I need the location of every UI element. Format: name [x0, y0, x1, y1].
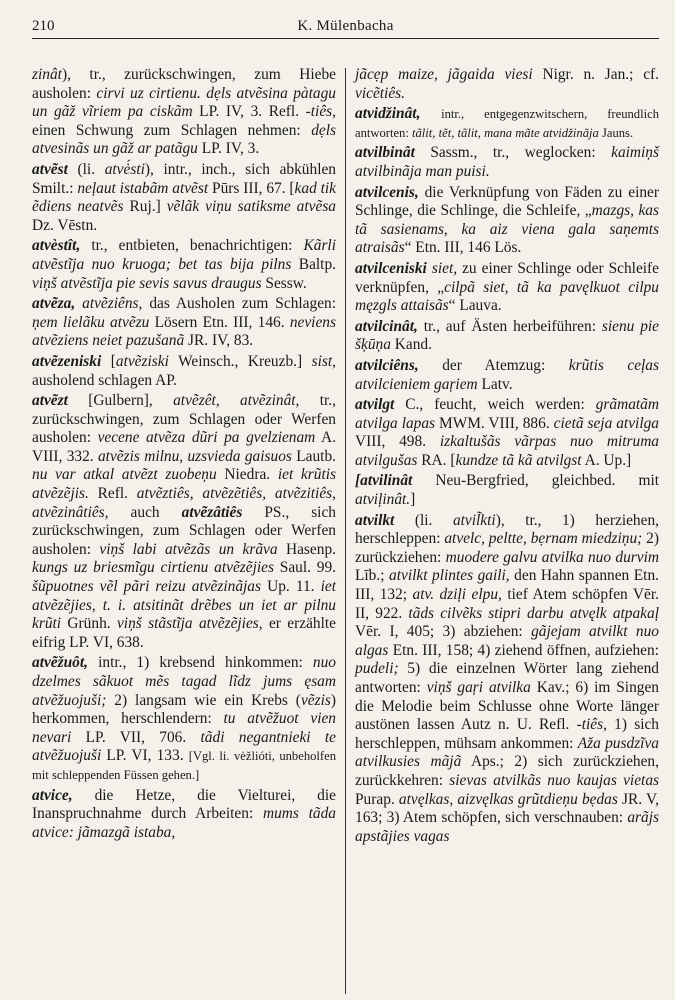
entry-text: ), intr., inch., sich abkühlen Smilt.:: [32, 160, 336, 197]
entry-text: pudeli;: [355, 660, 399, 678]
entry-text: intr., 1) krebsend hinkommen:: [88, 654, 313, 672]
entry-headword: atvilkt: [355, 511, 395, 529]
entry-text: viņš gaŗi atvilka: [426, 679, 531, 696]
entry-text: nu var atkal atvẽzt zuobeņu: [32, 466, 217, 484]
dictionary-entry: [32, 787, 336, 843]
entry-text: iet atvẽzẽjies, t. i. atsitinãt drẽbes un iet ar pilnu krũti: [32, 578, 336, 633]
entry-text: Līb.;: [355, 567, 390, 585]
dictionary-entry: [355, 260, 659, 316]
entry-text: viņš stãstĩja atvẽzẽjies,: [116, 615, 263, 633]
entry-text: cirvi uz cirtienu. dẹls atvẽsina pàtagu un gãž vĩriem pa ciskãm: [32, 84, 336, 121]
entry-text: die Verknüpfung von Fäden zu einer Schlinge, die Schlinge, die Schleife, „: [355, 183, 659, 220]
entry-text: sist,: [311, 352, 336, 370]
entry-text: auch: [108, 503, 182, 521]
entry-headword: atvẽzt: [32, 392, 68, 410]
entry-text: šũpuotnes vẽl pãri reizu atvẽzinãjas: [32, 578, 261, 596]
entry-text: Lautb.: [291, 447, 336, 465]
entry-headword: atvilbinât: [355, 144, 415, 162]
entry-headword: atvilcenis,: [355, 183, 419, 201]
entry-text: Ruj.]: [123, 198, 167, 216]
entry-text: Hasenp.: [277, 540, 336, 558]
entry-text: den Hahn spannen Etn. III, 132;: [355, 567, 659, 604]
entry-text: Etn. III, 158; 4) ziehend öffnen, aufziehen:: [388, 641, 659, 659]
entry-text: viņš labi atvẽzãs un krãva: [99, 540, 278, 558]
dictionary-entry: [355, 357, 659, 394]
entry-text: Lösern Etn. III, 146.: [149, 313, 290, 331]
dictionary-entry: [355, 105, 659, 142]
entry-headword: atvilciêns,: [355, 356, 419, 374]
entry-text: gãjejam atvilkt nuo algas: [355, 623, 659, 659]
entry-text: er erzählte eifrig LP. VI, 638.: [32, 615, 336, 651]
entry-text: nuo dzelmes sãkuot mẽs tagad lĩdz jums ęsam atvẽžuojuši;: [32, 654, 336, 709]
page-header: [32, 14, 659, 38]
entry-text: zinât: [32, 66, 62, 83]
dictionary-entry: [32, 161, 336, 235]
entry-text: Aža pusdzĩva atvilkusies mãjã: [355, 734, 659, 771]
entry-text: muodere galvu atvilka nuo durvim: [445, 548, 659, 566]
entry-text: tr., zurückschwingen, zum Schlagen oder Werfen ausholen:: [32, 392, 336, 447]
entry-text: atvilkt plintes gaili,: [389, 567, 510, 585]
entry-text: cilpã siet, tã ka pavęlkuot cilpu męzgls attaisãs: [355, 278, 659, 315]
entry-text: grãmatãm atvilga lapas: [355, 396, 659, 432]
entry-text: (li.: [394, 511, 453, 529]
entry-headword: atvidžinât,: [355, 105, 421, 123]
entry-text: tãlit, tẽt, tãlit, mana mãte atvidžinãja: [412, 125, 599, 140]
entry-text: atvęlkas, aizvęlkas grũtdieņu bẹdas: [398, 790, 618, 808]
entry-text: “ Lauva.: [448, 297, 502, 315]
entry-text: vecene atvẽza dũri pa gvelzienam: [97, 429, 316, 447]
entry-text: das Ausholen zum Schlagen:: [142, 295, 336, 313]
entry-text: Baltp.: [291, 255, 336, 273]
entry-text: Aps.; 2) sich zurückziehen, zurückkehren:: [355, 753, 659, 789]
entry-text: Latv.: [477, 375, 513, 393]
entry-text: atvẽziêns,: [82, 295, 143, 313]
entry-text: Weinsch., Kreuzb.]: [168, 352, 312, 370]
entry-text: intr., entgegenzwitschern, freundlich antworten:: [355, 107, 659, 140]
entry-text: [Vgl. li. vėžlióti, unbeholfen mit schleppenden Füssen gehen.]: [32, 749, 336, 782]
entry-text: cietã seja atvilga: [553, 414, 659, 432]
entry-text: Sessw.: [261, 274, 307, 292]
entry-text: -tiês,: [576, 716, 607, 734]
entry-text: Jauns.: [598, 125, 634, 140]
entry-headword: atvice,: [32, 786, 73, 804]
entry-text: neviens atvẽziens neiet pazušanã: [32, 313, 336, 350]
dictionary-entry: [32, 353, 336, 390]
entry-text: mums tãda atvice: jãmazgã istaba,: [32, 805, 336, 841]
dictionary-entry: [32, 237, 336, 293]
entry-text: atvelc, peltte, bẹrnam miedziņu;: [444, 530, 643, 548]
entry-text: Saul. 99.: [273, 559, 336, 577]
entry-text: dẹls atvesinãs un gãž ar patãgu: [32, 121, 336, 158]
entry-text: Grünh.: [61, 615, 117, 633]
entry-text: jãcẹp maize, jãgaida viesi: [355, 66, 533, 83]
entry-text: vẽlãk viņu satiksme atvẽsa: [166, 198, 336, 216]
entry-headword: atvilcinât,: [355, 317, 418, 335]
entry-text: tr., entbieten, benachrichtigen:: [80, 237, 304, 255]
entry-text: Nigr. n. Jan.; cf.: [532, 66, 659, 83]
entry-text: Sassm., tr., weglocken:: [414, 144, 612, 162]
entry-text: 2) langsam wie ein Krebs (: [106, 691, 301, 709]
entry-text: Vēr. I, 405; 3) abziehen:: [355, 623, 532, 641]
entry-headword: atvèstît,: [32, 237, 81, 255]
dictionary-entry: [32, 295, 336, 351]
entry-text: izkaltušãs vãrpas nuo mitruma atvilgušas: [355, 433, 660, 469]
entry-text: LP. VII, 706.: [71, 728, 201, 746]
dictionary-entry: [32, 392, 336, 652]
entry-headword: atvẽzâtiês: [181, 503, 243, 521]
dictionary-entry: [355, 396, 659, 470]
entry-headword: atvẽzeniski: [32, 352, 102, 370]
entry-text: ), tr., 1) herziehen, herschleppen:: [355, 511, 659, 548]
entry-text: 2) zurückziehen:: [355, 530, 659, 566]
entry-text: iet krũtis atvẽzẽjis.: [32, 466, 336, 503]
entry-text: sievas atvilkãs nuo kaujas vietas: [449, 771, 660, 789]
entry-text: der Atemzug:: [418, 356, 569, 374]
entry-headword: [atvilinât: [355, 472, 413, 490]
entry-text: atv. dziļi elpu,: [412, 586, 502, 604]
page-number: 210: [32, 18, 55, 34]
entry-text: kaimiņš atvilbinãja man puisi.: [355, 144, 659, 180]
entry-text: Up. 11.: [261, 578, 321, 596]
entry-text: tu atvẽžuot vien nevari: [32, 710, 336, 746]
entry-text: ausholend schlagen AP.: [32, 371, 177, 389]
entry-text: siet,: [431, 259, 458, 277]
dictionary-entry: [355, 66, 659, 103]
entry-text: neļaut istabãm atvẽst: [77, 179, 209, 197]
entry-text: Niedra.: [216, 466, 278, 484]
header-rule: [32, 38, 659, 39]
entry-text: LP. VI, 133.: [101, 747, 189, 765]
entry-text: “ Etn. III, 146 Lös.: [404, 239, 522, 257]
running-head: K. Mülenbacha: [297, 18, 394, 34]
entry-text: Kand.: [390, 336, 432, 354]
entry-text: [420, 105, 441, 122]
dictionary-entry: [355, 318, 659, 355]
entry-text: vẽzis: [300, 691, 331, 709]
entry-text: tãdi negantnieki te atvẽžuojuši: [32, 728, 336, 765]
text-columns: [32, 66, 659, 994]
entry-text: VIII, 498.: [355, 433, 440, 451]
entry-headword: atvilgt: [355, 396, 395, 414]
entry-text: tãds cilvẽks stipri darbu atvęlk atpakaļ: [408, 604, 659, 622]
entry-text: MWM. VIII, 886.: [435, 414, 554, 432]
entry-text: tief Atem schöpfen Vēr. II, 922.: [355, 586, 659, 622]
right-column: [346, 66, 659, 994]
entry-text: 1) sich herschleppen, mühsam ankommen:: [355, 716, 659, 752]
dictionary-entry: [355, 184, 659, 258]
entry-text: kundze tã kã atvilgst: [455, 451, 582, 469]
entry-headword: atvilceniski: [355, 259, 427, 277]
entry-text: (li.: [67, 160, 105, 178]
entry-text: viņš atvẽstĩja pie sevis savus draugus: [32, 274, 262, 292]
dictionary-entry: [355, 472, 659, 509]
entry-text: atvė́sti: [104, 160, 145, 178]
entry-text: ]: [410, 491, 416, 509]
entry-text: einen Schwung zum Schlagen nehmen:: [32, 121, 312, 139]
entry-text: Dz. Vēstn.: [32, 216, 98, 234]
entry-text: ), tr., zurückschwingen, zum Hiebe ausholen:: [32, 66, 336, 102]
entry-text: atvẽzis milnu, uzsvieda gaisuos: [97, 447, 292, 465]
entry-text: sienu pie šķūņa: [355, 317, 659, 354]
entry-text: atvẽzêt, atvẽzinât,: [173, 392, 300, 410]
entry-text: A. VIII, 332.: [32, 429, 336, 465]
entry-text: kungs uz briesmĩgu cirtienu atvẽzẽjies: [32, 559, 274, 577]
entry-text: vicẽtiês.: [355, 84, 405, 102]
entry-headword: atvẽza,: [32, 295, 76, 313]
left-column: [32, 66, 345, 994]
entry-text: mazgs, kas tã sasienams, ka aiz viena gala saņemts atraisãs: [355, 202, 659, 257]
entry-text: Purap.: [355, 790, 399, 808]
entry-text: ņem lielãku atvẽzu: [32, 313, 150, 331]
entry-text: tr., auf Ästen herbeiführen:: [417, 317, 602, 335]
entry-text: zu einer Schlinge oder Schleife verknüpfen, „: [355, 259, 660, 296]
entry-text: arãjs apstãjies vagas: [355, 809, 659, 845]
entry-text: Kãrli atvẽstĩja nuo kruoga; bet tas bija pilns: [32, 237, 336, 273]
entry-text: krũtis ceļas atvilcieniem gaŗiem: [355, 356, 659, 393]
entry-text: 5) die einzelnen Wörter lang ziehend antworten:: [355, 660, 659, 696]
entry-text: LP. IV, 3.: [197, 140, 260, 158]
entry-text: [: [101, 352, 116, 370]
entry-text: [Gulbern],: [67, 392, 174, 410]
entry-text: JR. IV, 83.: [184, 332, 254, 350]
entry-text: ) herkommen, herschlendern:: [32, 691, 336, 728]
entry-text: Pūrs III, 67. [: [208, 179, 295, 197]
entry-text: RA. [: [417, 451, 456, 469]
entry-text: atviļinât.: [355, 491, 411, 509]
entry-text: JR. V, 163; 3) Atem schöpfen, sich verschnauben:: [355, 790, 659, 827]
entry-text: PS., sich zurückschwingen, zum Schlagen oder Werfen ausholen:: [32, 503, 336, 558]
dictionary-entry: [32, 66, 336, 159]
dictionary-entry: [355, 512, 659, 847]
entry-headword: atvẽžuôt,: [32, 654, 89, 672]
entry-text: C., feucht, weich werden:: [394, 396, 596, 414]
entry-text: Refl.: [88, 485, 137, 503]
entry-headword: atvẽst: [32, 160, 68, 178]
entry-text: LP. IV, 3. Refl.: [192, 103, 306, 121]
dictionary-entry: [355, 144, 659, 181]
entry-text: atvẽziski: [115, 352, 169, 370]
entry-text: kad tik ẽdiens neatvẽs: [32, 179, 337, 216]
entry-text: die Hetze, die Vielturei, die Inanspruchnahme durch Arbeiten:: [32, 786, 336, 823]
entry-text: -tiês,: [305, 103, 336, 121]
entry-text: A. Up.]: [581, 451, 632, 469]
entry-text: Kav.; 6) im Singen die Melodie beim Schlusse ohne Worte länger austönen lassen Autz n. U. Refl.: [355, 679, 659, 734]
entry-text: atvẽztiês, atvẽzẽtiês, atvẽzitiês, atvẽzinâtiês,: [32, 485, 336, 521]
entry-text: Neu-Bergfried, gleichbed. mit: [412, 472, 659, 490]
dictionary-entry: [32, 654, 336, 784]
entry-text: atvil̃kti: [452, 511, 496, 529]
